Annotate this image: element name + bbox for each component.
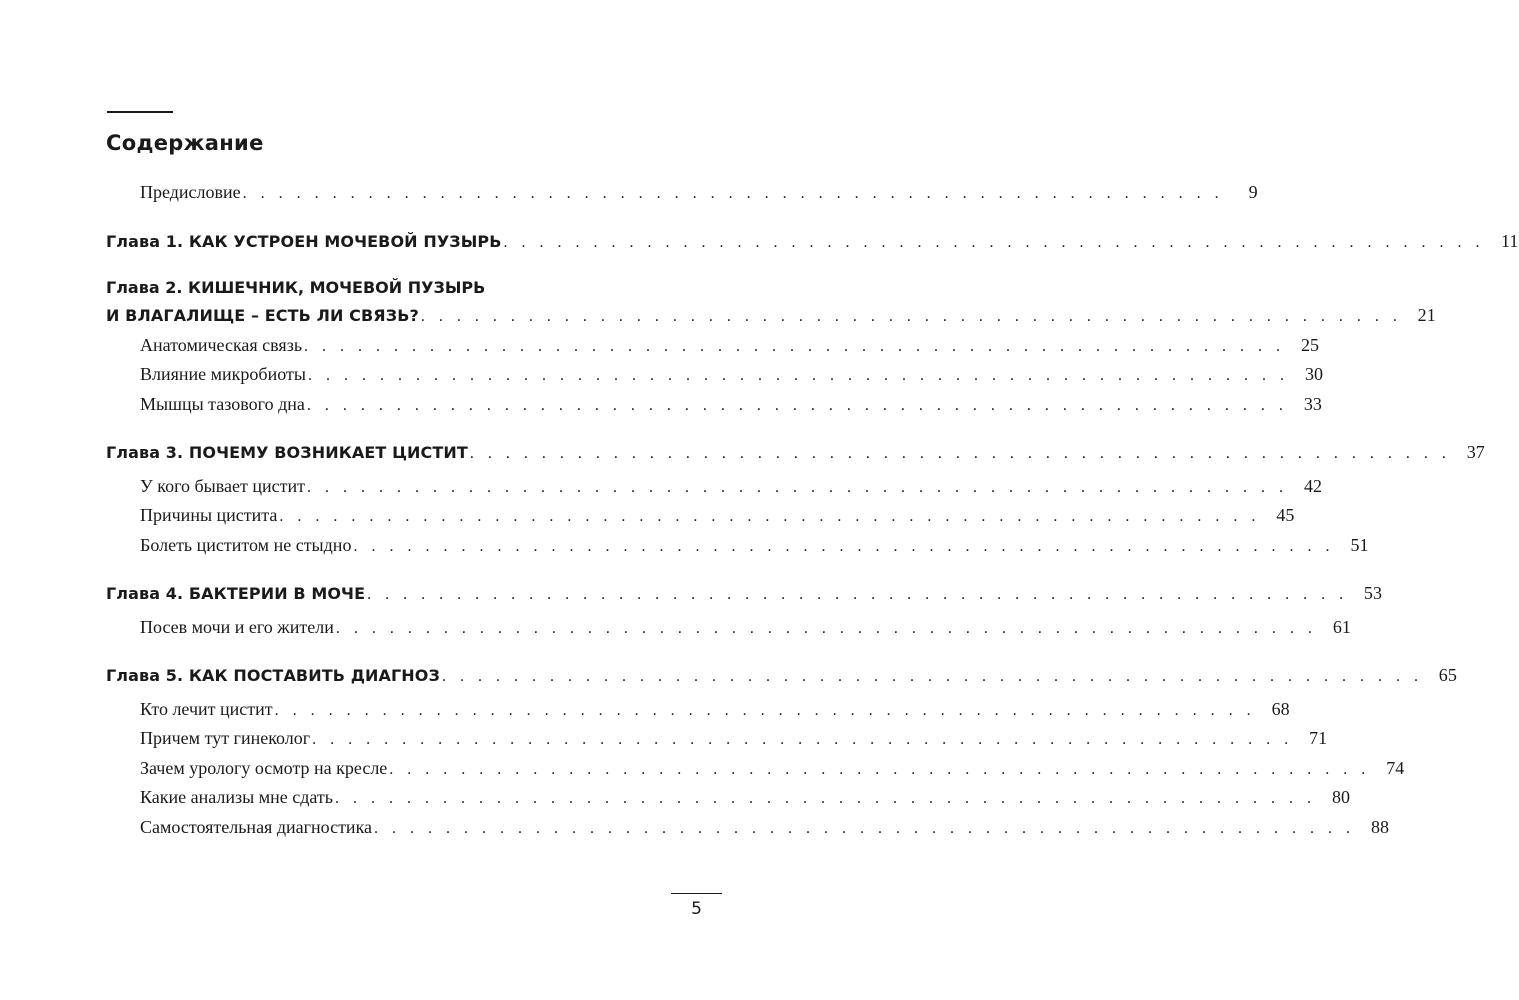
toc-page-number: 25 (1301, 334, 1320, 355)
toc-chapter-5[interactable] (106, 661, 1457, 691)
toc-chapter-3[interactable] (106, 438, 1485, 468)
dot-leader: . . . . . . . . . . . . . . . . . . . . . . . . . . . . . . . . . . . . . . . . . . . . . . . . . . . . . . . (503, 233, 1485, 251)
toc-section[interactable] (106, 613, 1351, 643)
toc-entry-preface[interactable] (106, 178, 1258, 208)
dot-leader: . . . . . . . . . . . . . . . . . . . . . . . . . . . . . . . . . . . . . . . . . . . . . . . . . . . . . . . (367, 586, 1349, 603)
toc-page-number: 42 (1304, 475, 1322, 496)
toc-chapter-4[interactable] (106, 579, 1383, 609)
dot-leader: . . . . . . . . . . . . . . . . . . . . . . . . . . . . . . . . . . . . . . . . . . . . . . . . . . . . . . . (420, 308, 1402, 325)
dot-leader: . . . . . . . . . . . . . . . . . . . . . . . . . . . . . . . . . . . . . . . . . . . . . . . . . . . . . . . (312, 731, 1294, 748)
page-number: 5 (691, 899, 702, 919)
toc-section[interactable] (106, 783, 1350, 813)
toc-page-number: 30 (1304, 364, 1323, 384)
section-title: Влияние микробиоты (140, 364, 306, 384)
toc-section[interactable] (106, 754, 1405, 784)
toc-chapter-1[interactable] (106, 227, 1519, 257)
dot-leader: . . . . . . . . . . . . . . . . . . . . . . . . . . . . . . . . . . . . . . . . . . . . . . . . . . . . . . . (242, 185, 1224, 202)
dot-leader: . . . . . . . . . . . . . . . . . . . . . . . . . . . . . . . . . . . . . . . . . . . . . . . . . . . . . . . (279, 508, 1261, 525)
toc-entry-title: Предисловие (140, 182, 241, 202)
toc-section[interactable] (106, 695, 1290, 725)
section-title: Какие анализы мне сдать (140, 787, 333, 807)
toc-page-number: 45 (1276, 505, 1295, 525)
section-title: Причем тут гинеколог (140, 728, 311, 748)
toc-page-number: 21 (1417, 305, 1436, 325)
toc-page-number: 9 (1248, 182, 1258, 202)
toc-page-number: 74 (1386, 757, 1405, 778)
dot-leader: . . . . . . . . . . . . . . . . . . . . . . . . . . . . . . . . . . . . . . . . . . . . . . . . . . . . . . . (469, 445, 1451, 462)
toc-section[interactable] (106, 724, 1328, 754)
dot-leader: . . . . . . . . . . . . . . . . . . . . . . . . . . . . . . . . . . . . . . . . . . . . . . . . . . . . . . . (389, 760, 1371, 778)
toc-section[interactable] (106, 390, 1322, 420)
dot-leader: . . . . . . . . . . . . . . . . . . . . . . . . . . . . . . . . . . . . . . . . . . . . . . . . . . . . . . . (374, 819, 1356, 837)
section-title: Зачем урологу осмотр на кресле (140, 757, 388, 778)
section-title: Мышцы тазового дна (140, 393, 305, 414)
dot-leader: . . . . . . . . . . . . . . . . . . . . . . . . . . . . . . . . . . . . . . . . . . . . . . . . . . . . . . . (307, 367, 1289, 384)
toc-page-number: 37 (1466, 442, 1485, 462)
toc-page-number: 71 (1309, 728, 1328, 748)
section-title: Болеть циститом не стыдно (140, 534, 352, 555)
toc-page-number: 11 (1501, 230, 1519, 251)
section-title: У кого бывает цистит (140, 475, 305, 496)
toc-page-number: 88 (1371, 816, 1390, 837)
toc-page-number: 65 (1438, 665, 1457, 685)
dot-leader: . . . . . . . . . . . . . . . . . . . . . . . . . . . . . . . . . . . . . . . . . . . . . . . . . . . . . . . (441, 668, 1423, 685)
toc-page-number: 61 (1332, 616, 1351, 637)
dot-leader: . . . . . . . . . . . . . . . . . . . . . . . . . . . . . . . . . . . . . . . . . . . . . . . . . . . . . . . (334, 790, 1316, 807)
toc-section[interactable] (106, 472, 1322, 502)
chapter-title: И ВЛАГАЛИЩЕ – ЕСТЬ ЛИ СВЯЗЬ? (106, 306, 419, 325)
toc-section[interactable] (106, 813, 1390, 843)
chapter-title: Глава 4. БАКТЕРИИ В МОЧЕ (106, 584, 366, 603)
table-of-contents (106, 178, 1519, 842)
chapter-title-line-1[interactable]: Глава 2. КИШЕЧНИК, МОЧЕВОЙ ПУЗЫРЬ (106, 278, 486, 297)
dot-leader: . . . . . . . . . . . . . . . . . . . . . . . . . . . . . . . . . . . . . . . . . . . . . . . . . . . . . . . (304, 337, 1286, 355)
chapter-title: Глава 3. ПОЧЕМУ ВОЗНИКАЕТ ЦИСТИТ (106, 443, 468, 462)
chapter-title: Глава 5. КАК ПОСТАВИТЬ ДИАГНОЗ (106, 666, 440, 685)
chapter-title: Глава 1. КАК УСТРОЕН МОЧЕВОЙ ПУЗЫРЬ (106, 231, 502, 251)
toc-section[interactable] (106, 501, 1295, 531)
section-title: Причины цистита (140, 505, 278, 525)
footer-rule (671, 893, 722, 894)
section-title: Посев мочи и его жители (140, 616, 334, 637)
toc-page-number: 51 (1350, 534, 1369, 555)
section-title: Самостоятельная диагностика (140, 816, 373, 837)
dot-leader: . . . . . . . . . . . . . . . . . . . . . . . . . . . . . . . . . . . . . . . . . . . . . . . . . . . . . . . (274, 701, 1256, 719)
toc-page-number: 53 (1363, 583, 1383, 603)
section-title: Кто лечит цистит (140, 698, 273, 719)
section-title: Анатомическая связь (140, 334, 303, 355)
dot-leader: . . . . . . . . . . . . . . . . . . . . . . . . . . . . . . . . . . . . . . . . . . . . . . . . . . . . . . . (353, 537, 1335, 555)
dot-leader: . . . . . . . . . . . . . . . . . . . . . . . . . . . . . . . . . . . . . . . . . . . . . . . . . . . . . . . (335, 619, 1317, 637)
toc-section[interactable] (106, 531, 1369, 561)
toc-section[interactable] (106, 360, 1323, 390)
page-title: Содержание (106, 131, 264, 155)
toc-chapter-2[interactable] (106, 301, 1436, 331)
toc-section[interactable] (106, 331, 1320, 361)
toc-page-number: 80 (1331, 787, 1350, 807)
toc-page-number: 68 (1271, 698, 1290, 719)
top-rule (107, 111, 173, 113)
toc-page-number: 33 (1303, 393, 1322, 414)
dot-leader: . . . . . . . . . . . . . . . . . . . . . . . . . . . . . . . . . . . . . . . . . . . . . . . . . . . . . . . (306, 396, 1288, 414)
dot-leader: . . . . . . . . . . . . . . . . . . . . . . . . . . . . . . . . . . . . . . . . . . . . . . . . . . . . . . . (307, 478, 1288, 496)
